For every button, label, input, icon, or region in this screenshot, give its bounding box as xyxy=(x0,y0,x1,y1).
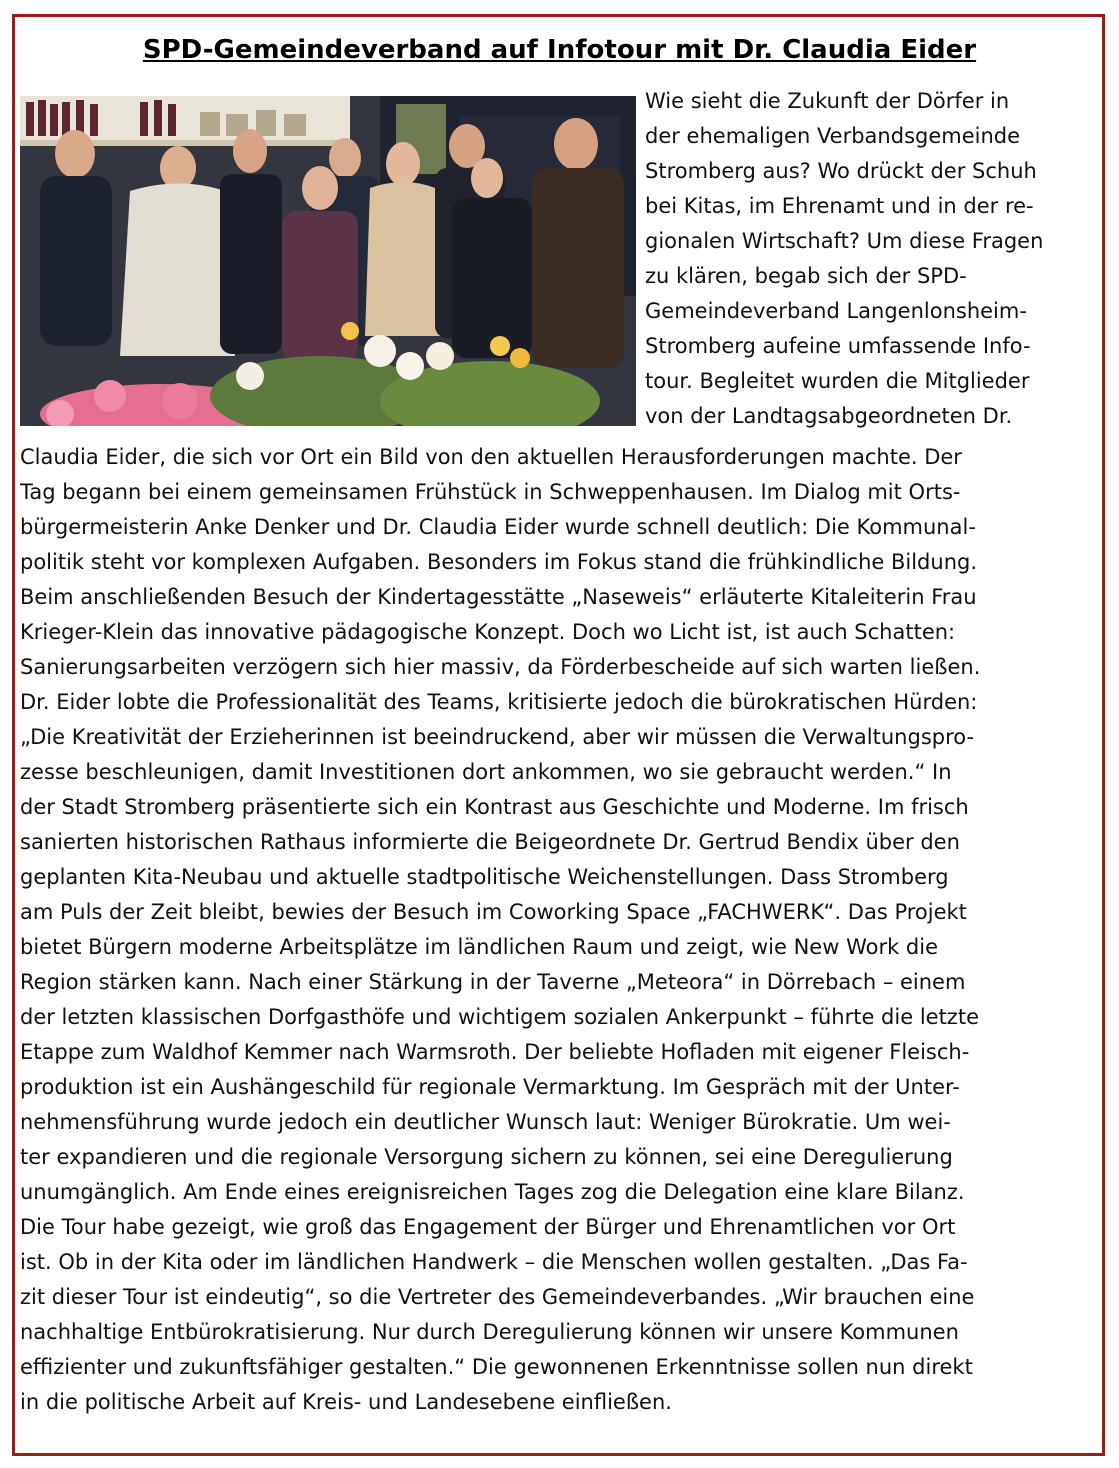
text-line: nachhaltige Entbürokratisierung. Nur durch Deregulierung können wir unsere Kommunen xyxy=(20,1320,959,1344)
text-line: Stromberg aus? Wo drückt der Schuh xyxy=(645,159,1037,183)
text-line: Tag begann bei einem gemeinsamen Frühstück in Schweppenhausen. Im Dialog mit Orts- xyxy=(20,480,961,504)
group-photo xyxy=(20,96,636,426)
text-line: in die politische Arbeit auf Kreis- und Landesebene einfließen. xyxy=(20,1390,672,1414)
text-line: gionalen Wirtschaft? Um diese Fragen xyxy=(645,229,1044,253)
text-line: ist. Ob in der Kita oder im ländlichen Handwerk – die Menschen wollen gestalten. „Das Fa- xyxy=(20,1250,968,1274)
text-line: nehmensführung wurde jedoch ein deutlicher Wunsch laut: Weniger Bürokratie. Um wei- xyxy=(20,1110,951,1134)
text-line: geplanten Kita-Neubau und aktuelle stadtpolitische Weichenstellungen. Dass Stromberg xyxy=(20,865,949,889)
text-line: bürgermeisterin Anke Denker und Dr. Claudia Eider wurde schnell deutlich: Die Kommunal- xyxy=(20,515,976,539)
text-line: tour. Begleitet wurden die Mitglieder xyxy=(645,369,1030,393)
text-line: bietet Bürgern moderne Arbeitsplätze im ländlichen Raum und zeigt, wie New Work die xyxy=(20,935,939,959)
text-line: Sanierungsarbeiten verzögern sich hier massiv, da Förderbescheide auf sich warten ließen. xyxy=(20,655,981,679)
article-title: SPD-Gemeindeverband auf Infotour mit Dr. Claudia Eider xyxy=(142,35,977,65)
text-line: unumgänglich. Am Ende eines ereignisreichen Tages zog die Delegation eine klare Bilanz. xyxy=(20,1180,965,1204)
text-line: der letzten klassischen Dorfgasthöfe und wichtigem sozialen Ankerpunkt – führte die letzte xyxy=(20,1005,979,1029)
text-line: politik steht vor komplexen Aufgaben. Besonders im Fokus stand die frühkindliche Bildung. xyxy=(20,550,978,574)
text-line: zu klären, begab sich der SPD- xyxy=(645,264,967,288)
text-line: Wie sieht die Zukunft der Dörfer in xyxy=(645,89,1010,113)
text-line: der ehemaligen Verbandsgemeinde xyxy=(645,124,1021,148)
text-line: produktion ist ein Aushängeschild für regionale Vermarktung. Im Gespräch mit der Unter- xyxy=(20,1075,960,1099)
text-line: Etappe zum Waldhof Kemmer nach Warmsroth. Der beliebte Hofladen mit eigener Fleisch- xyxy=(20,1040,970,1064)
text-line: Region stärken kann. Nach einer Stärkung in der Taverne „Meteora“ in Dörrebach – einem xyxy=(20,970,966,994)
text-line: zesse beschleunigen, damit Investitionen dort ankommen, wo sie gebraucht werden.“ In xyxy=(20,760,952,784)
text-line: Dr. Eider lobte die Professionalität des Teams, kritisierte jedoch die bürokratischen Hürden: xyxy=(20,690,978,714)
text-line: „Die Kreativität der Erzieherinnen ist beeindruckend, aber wir müssen die Verwaltungspro- xyxy=(20,725,975,749)
text-line: sanierten historischen Rathaus informierte die Beigeordnete Dr. Gertrud Bendix über den xyxy=(20,830,960,854)
text-line: Beim anschließenden Besuch der Kindertagesstätte „Naseweis“ erläuterte Kitaleiterin Frau xyxy=(20,585,977,609)
text-line: der Stadt Stromberg präsentierte sich ein Kontrast aus Geschichte und Moderne. Im frisch xyxy=(20,795,969,819)
text-line: am Puls der Zeit bleibt, bewies der Besuch im Coworking Space „FACHWERK“. Das Projekt xyxy=(20,900,967,924)
text-line: Gemeindeverband Langenlonsheim- xyxy=(645,299,1027,323)
text-line: effizienter und zukunftsfähiger gestalten.“ Die gewonnenen Erkenntnisse sollen nun direkt xyxy=(20,1355,973,1379)
text-line: bei Kitas, im Ehrenamt und in der re- xyxy=(645,194,1034,218)
text-line: Claudia Eider, die sich vor Ort ein Bild von den aktuellen Herausforderungen machte. Der xyxy=(20,445,962,469)
text-line: von der Landtagsabgeordneten Dr. xyxy=(645,404,1013,428)
text-line: zit dieser Tour ist eindeutig“, so die Vertreter des Gemeindeverbandes. „Wir brauchen eine xyxy=(20,1285,975,1309)
text-line: Stromberg aufeine umfassende Info- xyxy=(645,334,1031,358)
text-line: Krieger-Klein das innovative pädagogische Konzept. Doch wo Licht ist, ist auch Schatten: xyxy=(20,620,956,644)
text-line: ter expandieren und die regionale Versorgung sichern zu können, sei eine Deregulierung xyxy=(20,1145,953,1169)
text-line: Die Tour habe gezeigt, wie groß das Engagement der Bürger und Ehrenamtlichen vor Ort xyxy=(20,1215,956,1239)
